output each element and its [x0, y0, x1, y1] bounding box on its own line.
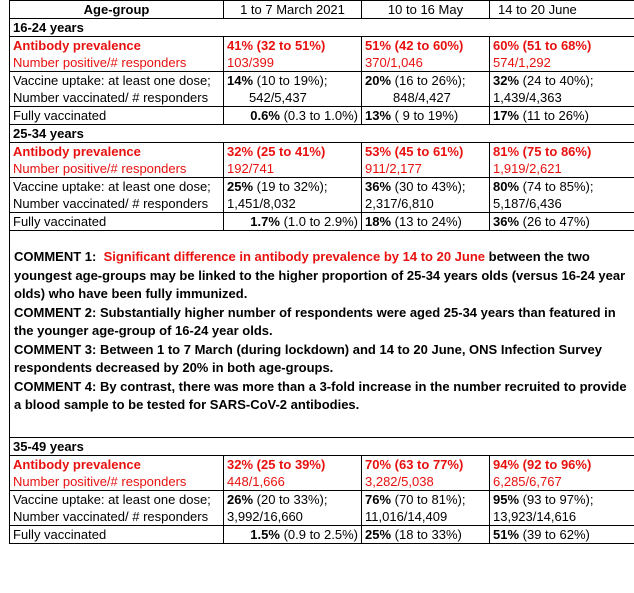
antibody-label-cell: [10, 143, 224, 178]
vaccine-cell: [224, 178, 362, 213]
antibody-pct: 60%: [493, 38, 520, 53]
vaccine-count: 542/5,437: [249, 90, 307, 105]
full-ci: (0.9 to 2.5%): [283, 526, 358, 542]
antibody-cell: [362, 37, 490, 72]
vaccine-count: 13,923/14,616: [493, 508, 577, 524]
vaccine-label: Vaccine uptake: at least one dose;: [13, 491, 211, 507]
full-cell: [224, 107, 362, 125]
antibody-ci: (42 to 60%): [394, 38, 464, 53]
full-cell: [224, 525, 362, 543]
full-cell: [362, 107, 490, 125]
vaccine-count: 2,317/6,810: [365, 196, 434, 211]
vaccine-pct: 36%: [365, 179, 392, 194]
antibody-count: 3,282/5,038: [365, 473, 434, 489]
full-cell: [490, 107, 634, 125]
antibody-ci: (75 to 86%): [522, 144, 592, 159]
vaccine-ci: (70 to 81%);: [394, 491, 466, 507]
full-ci: ( 9 to 19%): [394, 108, 459, 123]
comment-1-text: between the two youngest age-groups may be linked to the higher proportion of 25-34 years olds (versus 16-24 year olds) who have been fully immunized.: [14, 249, 626, 301]
vaccine-label-cell: [10, 490, 224, 525]
vaccinated-label: Number vaccinated/ # responders: [13, 508, 209, 524]
vaccine-row: [10, 72, 634, 107]
full-ci: (11 to 26%): [522, 108, 589, 123]
vaccine-count: 3,992/16,660: [227, 508, 303, 524]
antibody-label: Antibody prevalence: [13, 144, 141, 159]
antibody-count: 911/2,177: [365, 161, 422, 176]
full-pct: 1.7%: [250, 214, 280, 229]
antibody-ci: (51 to 68%): [522, 38, 592, 53]
comment-3: COMMENT 3: Between 1 to 7 March (during lockdown) and 14 to 20 June, ONS Infection Survey respondents decreased by 20% in both age-groups.: [14, 341, 602, 375]
antibody-ci: (92 to 96%): [522, 456, 592, 472]
fully-vaccinated-row: [10, 525, 634, 543]
antibody-count: 370/1,046: [365, 55, 423, 70]
vaccine-ci: (20 to 33%);: [256, 491, 328, 507]
header-period-3: 14 to 20 June: [490, 1, 634, 19]
comment-2: COMMENT 2: Substantially higher number of respondents were aged 25-34 years than featured in the younger age-group of 16-24 year olds.: [14, 304, 616, 338]
vaccine-pct: 95%: [493, 491, 520, 507]
positive-label: Number positive/# responders: [13, 161, 187, 176]
full-cell: [490, 525, 634, 543]
antibody-ci: (25 to 39%): [256, 456, 326, 472]
vaccine-ci: (10 to 19%);: [256, 73, 328, 88]
full-cell: [224, 213, 362, 231]
full-pct: 51%: [493, 526, 520, 542]
antibody-pct: 32%: [227, 456, 254, 472]
full-ci: (13 to 24%): [394, 214, 462, 229]
vaccine-cell: [224, 490, 362, 525]
antibody-ci: (32 to 51%): [256, 38, 326, 53]
header-row: [10, 1, 634, 19]
comments-row: [10, 248, 634, 421]
vaccine-ci: (16 to 26%);: [394, 73, 466, 88]
antibody-pct: 70%: [365, 456, 392, 472]
antibody-cell: [224, 455, 362, 490]
antibody-label: Antibody prevalence: [13, 456, 141, 472]
antibody-cell: [224, 37, 362, 72]
antibody-pct: 32%: [227, 144, 254, 159]
full-pct: 36%: [493, 214, 520, 229]
vaccine-label-cell: [10, 178, 224, 213]
antibody-cell: [362, 143, 490, 178]
antibody-pct: 51%: [365, 38, 392, 53]
section-row: [10, 125, 634, 143]
section-title: 35-49 years: [10, 437, 634, 455]
full-ci: (0.3 to 1.0%): [283, 108, 358, 123]
vaccine-count: 1,451/8,032: [227, 196, 296, 211]
fully-vaccinated-row: [10, 213, 634, 231]
antibody-count: 448/1,666: [227, 473, 285, 489]
vaccinated-label: Number vaccinated/ # responders: [13, 90, 209, 105]
full-pct: 0.6%: [250, 108, 280, 123]
vaccine-pct: 76%: [365, 491, 392, 507]
spacer-row: [10, 421, 634, 438]
vaccine-label: Vaccine uptake: at least one dose;: [13, 179, 211, 194]
vaccine-pct: 20%: [365, 73, 392, 88]
antibody-count: 574/1,292: [493, 55, 551, 70]
full-pct: 25%: [365, 526, 392, 542]
full-ci: (18 to 33%): [394, 526, 462, 542]
header-age-group: Age-group: [10, 1, 224, 19]
vaccine-count: 5,187/6,436: [493, 196, 562, 211]
vaccine-cell: [362, 490, 490, 525]
positive-label: Number positive/# responders: [13, 55, 187, 70]
vaccinated-label: Number vaccinated/ # responders: [13, 196, 209, 211]
vaccine-count: 1,439/4,363: [493, 90, 562, 105]
antibody-pct: 41%: [227, 38, 254, 53]
full-pct: 18%: [365, 214, 392, 229]
antibody-row: [10, 143, 634, 178]
antibody-row: [10, 37, 634, 72]
vaccine-cell: [362, 72, 490, 107]
section-row: [10, 19, 634, 37]
section-title: 16-24 years: [10, 19, 634, 37]
full-pct: 1.5%: [250, 526, 280, 542]
antibody-cell: [224, 143, 362, 178]
antibody-label-cell: [10, 37, 224, 72]
vaccine-count: 848/4,427: [393, 90, 451, 105]
section-title: 25-34 years: [10, 125, 634, 143]
antibody-ci: (25 to 41%): [256, 144, 326, 159]
antibody-cell: [490, 37, 634, 72]
antibody-pct: 81%: [493, 144, 520, 159]
spacer-cell: [10, 421, 634, 438]
vaccine-ci: (30 to 43%);: [394, 179, 466, 194]
vaccine-cell: [490, 490, 634, 525]
vaccine-ci: (93 to 97%);: [522, 491, 594, 507]
comment-1-highlight: Significant difference in antibody prevalence by 14 to 20 June: [103, 249, 486, 264]
section-row: [10, 437, 634, 455]
comment-1-prefix: COMMENT 1:: [14, 249, 97, 264]
full-ci: (39 to 62%): [522, 526, 590, 542]
vaccine-row: [10, 178, 634, 213]
vaccine-cell: [362, 178, 490, 213]
antibody-cell: [490, 455, 634, 490]
full-label: Fully vaccinated: [10, 213, 224, 231]
spacer-cell: [10, 231, 634, 249]
antibody-ci: (45 to 61%): [394, 144, 464, 159]
antibody-label: Antibody prevalence: [13, 38, 141, 53]
header-period-1: 1 to 7 March 2021: [224, 1, 362, 19]
data-table-container: [9, 0, 631, 544]
fully-vaccinated-row: [10, 107, 634, 125]
comments-cell: [10, 248, 634, 421]
comment-4: COMMENT 4: By contrast, there was more than a 3-fold increase in the number recruited to provide a blood sample to be tested for SARS-CoV-2 antibodies.: [14, 378, 627, 412]
antibody-count: 1,919/2,621: [493, 161, 562, 176]
header-period-2: 10 to 16 May: [362, 1, 490, 19]
full-label: Fully vaccinated: [10, 107, 224, 125]
antibody-pct: 53%: [365, 144, 392, 159]
full-label: Fully vaccinated: [10, 525, 224, 543]
antibody-vaccine-table: [9, 0, 634, 544]
full-ci: (1.0 to 2.9%): [283, 214, 358, 229]
vaccine-ci: (24 to 40%);: [522, 73, 594, 88]
vaccine-row: [10, 490, 634, 525]
vaccine-pct: 25%: [227, 179, 254, 194]
full-cell: [362, 525, 490, 543]
antibody-ci: (63 to 77%): [394, 456, 464, 472]
vaccine-ci: (74 to 85%);: [522, 179, 594, 194]
vaccine-cell: [490, 178, 634, 213]
full-cell: [362, 213, 490, 231]
antibody-count: 192/741: [227, 161, 274, 176]
vaccine-cell: [224, 72, 362, 107]
vaccine-cell: [490, 72, 634, 107]
comment-1: [14, 248, 634, 304]
vaccine-pct: 14%: [227, 73, 254, 88]
vaccine-count: 11,016/14,409: [365, 508, 448, 524]
positive-label: Number positive/# responders: [13, 473, 187, 489]
full-ci: (26 to 47%): [522, 214, 590, 229]
antibody-pct: 94%: [493, 456, 520, 472]
antibody-label-cell: [10, 455, 224, 490]
full-pct: 17%: [493, 108, 520, 123]
antibody-cell: [490, 143, 634, 178]
vaccine-ci: (19 to 32%);: [256, 179, 328, 194]
antibody-count: 103/399: [227, 55, 274, 70]
antibody-cell: [362, 455, 490, 490]
vaccine-pct: 26%: [227, 491, 254, 507]
full-pct: 13%: [365, 108, 392, 123]
vaccine-pct: 80%: [493, 179, 520, 194]
full-cell: [490, 213, 634, 231]
spacer-row: [10, 231, 634, 249]
vaccine-label: Vaccine uptake: at least one dose;: [13, 73, 211, 88]
antibody-row: [10, 455, 634, 490]
vaccine-label-cell: [10, 72, 224, 107]
antibody-count: 6,285/6,767: [493, 473, 562, 489]
vaccine-pct: 32%: [493, 73, 520, 88]
